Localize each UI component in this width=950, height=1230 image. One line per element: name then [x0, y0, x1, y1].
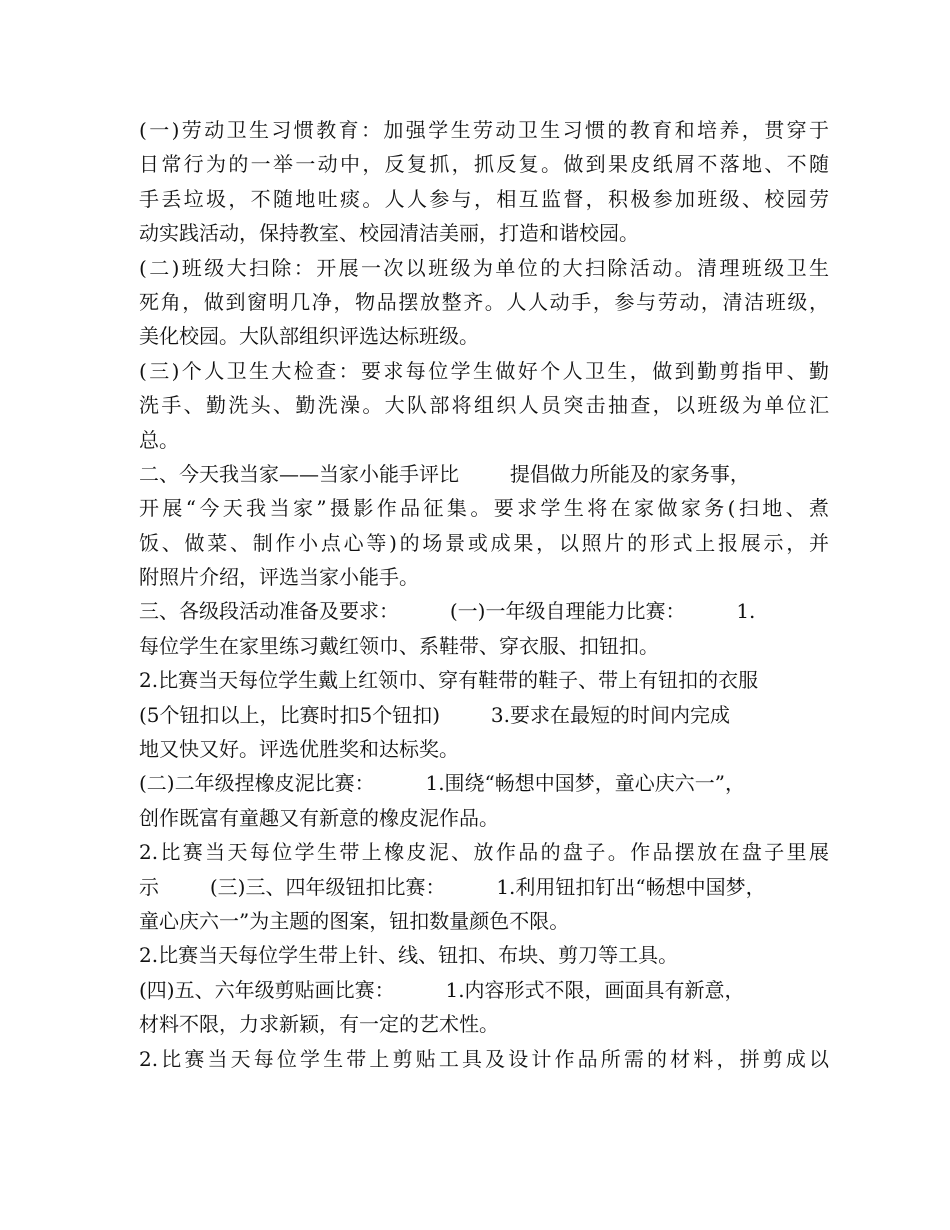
- text-line: 创作既富有童趣又有新意的橡皮泥作品。: [139, 805, 499, 830]
- text-line: 总。: [139, 427, 179, 452]
- text-line: 洗手、勤洗头、勤洗澡。大队部将组织人员突击抽查，以班级为单位汇: [139, 393, 829, 418]
- text-line: 示 (三)三、四年级钮扣比赛： 1.利用钮扣钉出“畅想中国梦，: [139, 874, 766, 899]
- text-line: 每位学生在家里练习戴红领巾、系鞋带、穿衣服、扣钮扣。: [139, 633, 659, 658]
- document-body: [139, 113, 829, 1076]
- text-line: (二)二年级捏橡皮泥比赛： 1.围绕“畅想中国梦，童心庆六一”，: [139, 771, 745, 796]
- text-line: 2.比赛当天每位学生带上剪贴工具及设计作品所需的材料，拼剪成以: [139, 1046, 829, 1071]
- text-line: 二、今天我当家——当家小能手评比 提倡做力所能及的家务事，: [139, 461, 750, 486]
- text-line: 三、各级段活动准备及要求： (一)一年级自理能力比赛： 1.: [139, 599, 756, 624]
- text-line: 饭、做菜、制作小点心等)的场景或成果，以照片的形式上报展示，并: [139, 530, 829, 555]
- text-line: (一)劳动卫生习惯教育：加强学生劳动卫生习惯的教育和培养，贯穿于: [139, 118, 829, 142]
- text-line: 附照片介绍，评选当家小能手。: [139, 565, 419, 590]
- text-line: 手丢垃圾，不随地吐痰。人人参与，相互监督，积极参加班级、校园劳: [139, 186, 829, 211]
- text-line: 日常行为的一举一动中，反复抓，抓反复。做到果皮纸屑不落地、不随: [139, 152, 829, 177]
- text-line: 美化校园。大队部组织评选达标班级。: [139, 324, 479, 349]
- text-line: 地又快又好。评选优胜奖和达标奖。: [139, 737, 459, 762]
- text-line: 2.比赛当天每位学生带上针、线、钮扣、布块、剪刀等工具。: [139, 943, 679, 968]
- text-line: 2.比赛当天每位学生戴上红领巾、穿有鞋带的鞋子、带上有钮扣的衣服: [139, 668, 759, 693]
- text-line: (四)五、六年级剪贴画比赛： 1.内容形式不限，画面具有新意，: [139, 977, 745, 1002]
- text-line: 开展“今天我当家”摄影作品征集。要求学生将在家做家务(扫地、煮: [139, 496, 829, 521]
- text-line: (5个钮扣以上，比赛时扣5个钮扣) 3.要求在最短的时间内完成: [139, 702, 730, 727]
- text-line: 动实践活动，保持教室、校园清洁美丽，打造和谐校园。: [139, 221, 639, 246]
- text-line: 材料不限，力求新颖，有一定的艺术性。: [139, 1012, 499, 1037]
- text-line: (三)个人卫生大检查：要求每位学生做好个人卫生，做到勤剪指甲、勤: [139, 358, 829, 383]
- text-line: (二)班级大扫除：开展一次以班级为单位的大扫除活动。清理班级卫生: [139, 255, 829, 280]
- text-line: 2.比赛当天每位学生带上橡皮泥、放作品的盘子。作品摆放在盘子里展: [139, 840, 829, 865]
- text-line: 童心庆六一”为主题的图案，钮扣数量颜色不限。: [139, 908, 570, 933]
- text-line: 死角，做到窗明几净，物品摆放整齐。人人动手，参与劳动，清洁班级，: [139, 289, 829, 314]
